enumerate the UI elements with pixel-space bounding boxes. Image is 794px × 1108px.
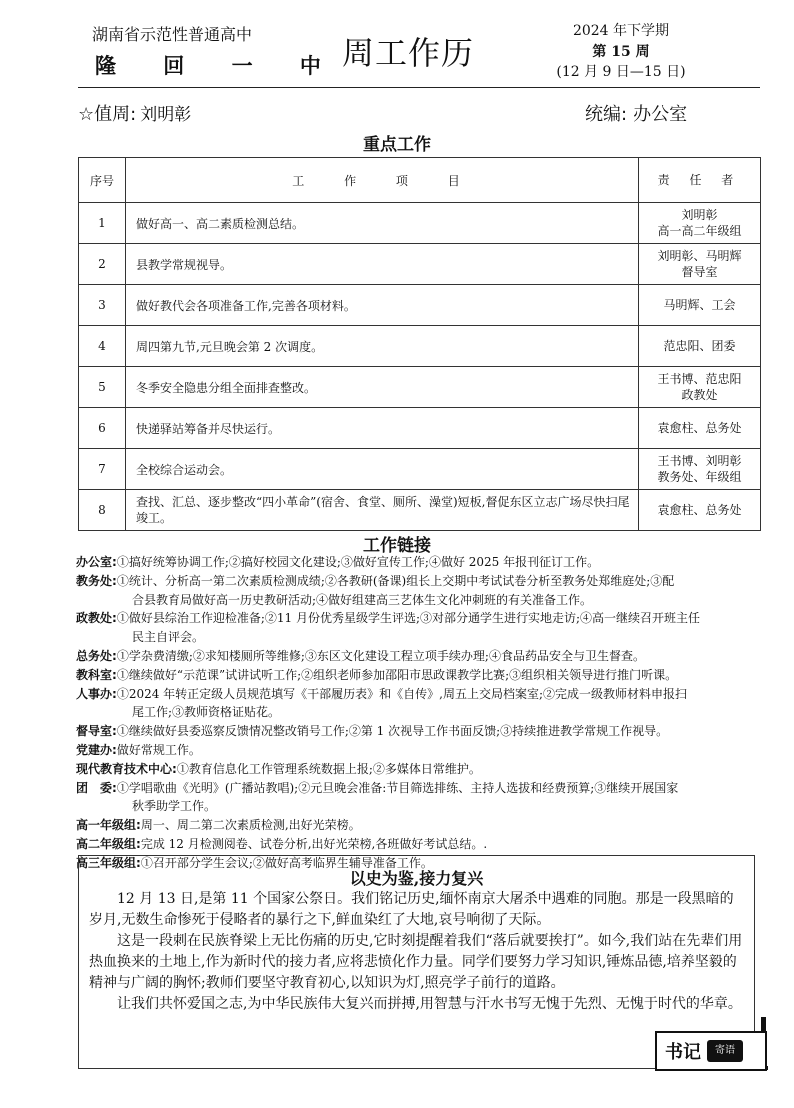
resp-line: 教务处、年级组 <box>657 470 742 484</box>
row-item: 做好高一、高二素质检测总结。 <box>126 203 639 244</box>
dept-text: ①2024 年转正定级人员规范填写《干部履历表》和《自传》,周五上交局档案室;②完成一级教师材料申报扫 <box>116 686 688 701</box>
week-number: 第 15 周 <box>592 44 650 60</box>
table-row <box>79 449 761 490</box>
essay-title: 以史为鉴,接力复兴 <box>349 869 484 888</box>
list-item <box>76 760 766 779</box>
dept-text: 完成 12 月检测阅卷、试卷分析,出好光荣榜,各班做好考试总结。. <box>140 836 488 851</box>
dept-label: 教科室: <box>76 667 117 682</box>
editor-info <box>585 100 687 126</box>
row-resp <box>639 203 761 244</box>
table-row <box>79 408 761 449</box>
resp-line: 马明辉、工会 <box>663 298 736 312</box>
list-item <box>76 647 766 666</box>
resp-line: 范忠阳、团委 <box>663 339 736 353</box>
row-item: 县教学常规视导。 <box>126 244 639 285</box>
essay-paragraph: 12 月 13 日,是第 11 个国家公祭日。我们铭记历史,缅怀南京大屠杀中遇难的同胞。那是一段黑暗的岁月,无数生命惨死于侵略者的暴行之下,鲜血染红了大地,哀号响彻了天际。 <box>89 891 734 928</box>
table-row <box>79 367 761 408</box>
duty-label: ☆值周: <box>78 104 137 125</box>
dept-label: 高一年级组: <box>76 818 141 833</box>
row-resp <box>639 490 761 531</box>
list-item <box>76 722 766 741</box>
list-item <box>76 835 766 854</box>
dept-label: 人事办: <box>76 686 117 701</box>
row-item: 冬季安全隐患分组全面排查整改。 <box>126 367 639 408</box>
list-item <box>76 609 766 647</box>
row-resp <box>639 408 761 449</box>
table-row <box>79 244 761 285</box>
resp-line: 刘明彰 <box>681 208 718 222</box>
dept-text: ①教育信息化工作管理系统数据上报;②多媒体日常维护。 <box>176 761 481 776</box>
secretary-badge <box>655 1031 767 1071</box>
resp-line: 督导室 <box>681 265 718 279</box>
row-no: 4 <box>79 326 126 367</box>
dept-label: 总务处: <box>76 648 117 663</box>
dept-label: 督导室: <box>76 724 117 739</box>
dept-text-cont: 合县教育局做好高一历史教研活动;④做好组建高三艺体生文化冲刺班的有关准备工作。 <box>132 592 593 607</box>
dept-label: 高二年级组: <box>76 836 141 851</box>
dept-text: ①继续做好县委巡察反馈情况整改销号工作;②第 1 次视导工作书面反馈;③持续推进教学常规工作视导。 <box>116 724 669 739</box>
dept-label: 高三年级组: <box>76 855 141 870</box>
dept-label: 团 委: <box>76 780 117 795</box>
dept-text: ①做好县综治工作迎检准备;②11 月份优秀星级学生评选;③对部分通学生进行实地走访;④高一继续召开班主任 <box>116 611 701 626</box>
dept-label: 现代教育技术中心: <box>76 761 177 776</box>
work-links-title: 工作链接 <box>363 536 431 556</box>
essay-box <box>78 855 755 1069</box>
school-line: 湖南省示范性普通高中 <box>92 25 253 44</box>
list-item <box>76 553 766 572</box>
dept-label: 教务处: <box>76 573 117 588</box>
list-item <box>76 816 766 835</box>
dept-text: ①继续做好“示范课”试讲试听工作;②组织老师参加邵阳市思政课教学比赛;③组织相关领导进行推门听课。 <box>116 667 678 682</box>
dept-text-cont: 民主自评会。 <box>132 630 205 645</box>
list-item <box>76 685 766 723</box>
page-title: 周工作历 <box>342 34 475 72</box>
table-row <box>79 285 761 326</box>
dept-label: 政教处: <box>76 611 117 626</box>
seal-icon: 寄语 <box>707 1040 743 1062</box>
resp-line: 王书博、范忠阳 <box>657 372 742 386</box>
list-item <box>76 572 766 610</box>
row-item: 做好教代会各项准备工作,完善各项材料。 <box>126 285 639 326</box>
row-no: 1 <box>79 203 126 244</box>
dept-text: 做好常规工作。 <box>116 742 201 757</box>
school-name: 隆 回 一 中 <box>95 54 341 78</box>
row-resp <box>639 449 761 490</box>
dept-text-cont: 秋季助学工作。 <box>132 799 217 814</box>
row-resp <box>639 244 761 285</box>
resp-line: 袁愈柱、总务处 <box>657 421 742 435</box>
row-no: 2 <box>79 244 126 285</box>
list-item <box>76 666 766 685</box>
table-row <box>79 203 761 244</box>
essay-paragraph: 让我们共怀爱国之志,为中华民族伟大复兴而拼搏,用智慧与汗水书写无愧于先烈、无愧于时代的华章。 <box>117 996 742 1012</box>
work-links-list <box>76 553 766 873</box>
row-item: 查找、汇总、逐步整改“四小革命”(宿舍、食堂、厕所、澡堂)短板,督促东区立志广场尽快扫尾竣工。 <box>126 490 639 531</box>
table-header-row <box>79 158 761 203</box>
dept-text: ①学唱歌曲《光明》(广播站教唱);②元旦晚会准备:节目筛选排练、主持人选拔和经费预算;③继续开展国家 <box>116 780 679 795</box>
essay-body <box>89 889 747 1015</box>
resp-line: 袁愈柱、总务处 <box>657 503 742 517</box>
key-work-table <box>78 157 761 531</box>
row-no: 7 <box>79 449 126 490</box>
row-no: 6 <box>79 408 126 449</box>
semester: 2024 年下学期 <box>572 23 670 39</box>
dept-text: ①统计、分析高一第二次素质检测成绩;②各教研(备课)组长上交期中考试试卷分析至教务处郑维庭处;③配 <box>116 573 675 588</box>
row-resp <box>639 326 761 367</box>
row-item: 快递驿站筹备并尽快运行。 <box>126 408 639 449</box>
dept-label: 办公室: <box>76 555 117 569</box>
essay-paragraph: 这是一段刺在民族脊梁上无比伤痛的历史,它时刻提醒着我们“落后就要挨打”。如今,我们站在先辈们用热血换来的土地上,作为新时代的接力者,应将悲愤化作力量。同学们要努力学习知识,锤炼品德,培养坚毅的精神与广阔的胸怀;教师们要坚守教育初心,以知识为灯,照亮学子前行的道路。 <box>89 933 743 991</box>
row-no: 5 <box>79 367 126 408</box>
dept-text-cont: 尾工作;③教师资格证贴花。 <box>132 705 281 720</box>
dept-label: 党建办: <box>76 742 117 757</box>
row-resp <box>639 285 761 326</box>
row-item: 周四第九节,元旦晚会第 2 次调度。 <box>126 326 639 367</box>
dept-text: ①召开部分学生会议;②做好高考临界生辅导准备工作。 <box>140 855 433 870</box>
key-work-title: 重点工作 <box>363 135 431 155</box>
dept-text: 周一、周二第二次素质检测,出好光荣榜。 <box>140 818 361 833</box>
resp-line: 王书博、刘明彰 <box>657 454 742 468</box>
duty-name: 刘明彰 <box>140 105 192 125</box>
row-no: 8 <box>79 490 126 531</box>
editor-label: 统编: <box>585 104 628 125</box>
row-resp <box>639 367 761 408</box>
header-no: 序号 <box>79 158 126 203</box>
list-item <box>76 741 766 760</box>
table-row <box>79 326 761 367</box>
dept-text: ①学杂费清缴;②求知楼厕所等维修;③东区文化建设工程立项手续办理;④食品药品安全与卫生督查。 <box>116 648 645 663</box>
editor-name: 办公室 <box>633 104 688 125</box>
row-no: 3 <box>79 285 126 326</box>
list-item <box>76 779 766 817</box>
resp-line: 政教处 <box>681 388 718 402</box>
resp-line: 刘明彰、马明辉 <box>657 249 742 263</box>
resp-line: 高一高二年级组 <box>657 224 742 238</box>
badge-label: 书记 <box>665 1042 701 1063</box>
header-item: 工 作 项 目 <box>126 158 639 203</box>
table-row <box>79 490 761 531</box>
header-resp: 责 任 者 <box>639 158 761 203</box>
week-dates: (12 月 9 日—15 日) <box>556 64 686 80</box>
dept-text: ①搞好统筹协调工作;②搞好校园文化建设;③做好宣传工作;④做好 2025 年报刊征订工作。 <box>116 555 600 569</box>
row-item: 全校综合运动会。 <box>126 449 639 490</box>
header-divider <box>78 87 760 88</box>
duty-info <box>78 100 191 126</box>
